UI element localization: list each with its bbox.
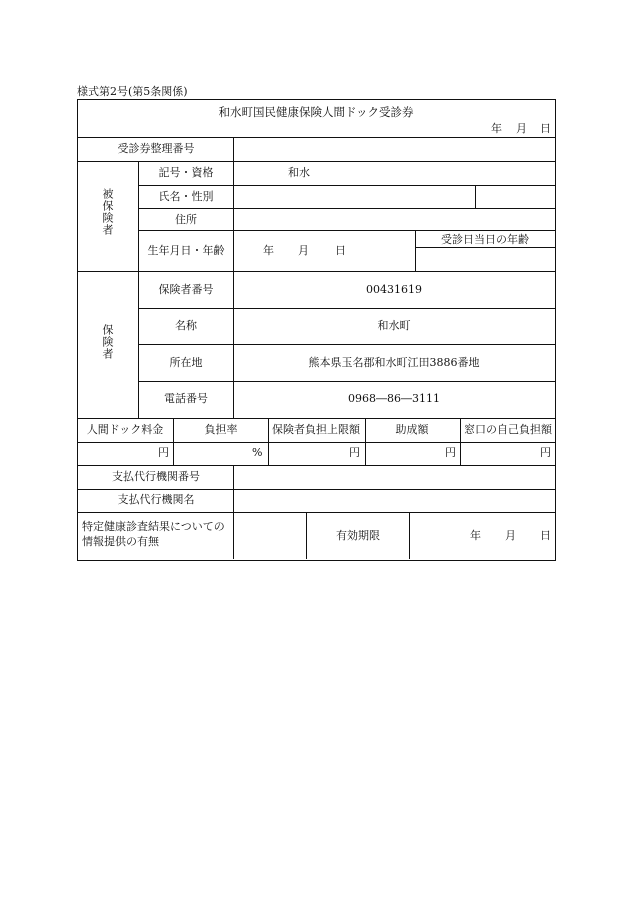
- insurer-name-label: 名称: [175, 319, 197, 332]
- row-divider: [78, 161, 555, 162]
- issue-day: 日: [540, 122, 551, 135]
- birth-day: 日: [335, 244, 346, 257]
- medical-checkup-voucher-form: [77, 99, 556, 561]
- specific-checkup-label-line1: 特定健康診査結果についての: [82, 520, 225, 533]
- insurer-phone-label: 電話番号: [164, 392, 208, 405]
- validity-month: 月: [505, 529, 516, 542]
- column-divider: [460, 418, 461, 465]
- payment-agency-number-label: 支払代行機関番号: [112, 470, 200, 483]
- fee-unit-burden-rate: %: [252, 446, 263, 459]
- insurer-address-label: 所在地: [169, 356, 203, 369]
- column-divider: [173, 418, 174, 465]
- column-divider: [233, 161, 234, 271]
- column-divider: [233, 271, 234, 418]
- row-divider: [138, 230, 555, 231]
- row-divider: [138, 381, 555, 382]
- symbol-label: 記号・資格: [158, 166, 214, 179]
- column-divider: [233, 137, 234, 161]
- row-divider: [78, 137, 555, 138]
- row-divider: [78, 512, 555, 513]
- column-divider: [268, 418, 269, 465]
- row-divider: [138, 185, 555, 186]
- row-divider: [78, 442, 555, 443]
- fee-unit-insurer-limit: 円: [349, 446, 360, 459]
- validity-label: 有効期限: [336, 529, 380, 542]
- row-divider: [138, 344, 555, 345]
- issue-month: 月: [516, 122, 527, 135]
- column-divider: [138, 271, 139, 418]
- row-divider: [138, 308, 555, 309]
- column-divider: [365, 418, 366, 465]
- name-gender-label: 氏名・性別: [158, 190, 214, 203]
- column-divider: [138, 161, 139, 271]
- form-title: 和水町国民健康保険人間ドック受診券: [218, 105, 414, 119]
- column-divider: [306, 512, 307, 559]
- insurer-number-label: 保険者番号: [158, 283, 214, 296]
- row-divider: [78, 418, 555, 419]
- address-label: 住所: [175, 213, 197, 226]
- row-divider: [78, 271, 555, 272]
- validity-year: 年: [470, 529, 481, 542]
- fee-header-dock-fee: 人間ドック料金: [86, 423, 164, 436]
- row-divider: [415, 247, 555, 248]
- insurer-name-value: 和水町: [377, 319, 411, 332]
- fee-header-self-pay: 窓口の自己負担額: [464, 423, 552, 436]
- specific-checkup-label-line2: 情報提供の有無: [82, 535, 159, 548]
- symbol-value: 和水: [288, 166, 310, 179]
- fee-header-burden-rate: 負担率: [204, 423, 238, 436]
- insured-group-label: 被保険者: [101, 188, 114, 236]
- form-number: 様式第2号(第5条関係): [77, 85, 188, 98]
- voucher-number-label: 受診券整理番号: [117, 142, 195, 155]
- insurer-number-value: 00431619: [366, 283, 422, 296]
- validity-day: 日: [540, 529, 551, 542]
- birth-age-label: 生年月日・年齢: [147, 244, 225, 257]
- age-on-exam-label: 受診日当日の年齢: [441, 233, 529, 246]
- column-divider: [233, 465, 234, 559]
- fee-unit-self-pay: 円: [540, 446, 551, 459]
- column-divider: [475, 185, 476, 208]
- column-divider: [409, 512, 410, 559]
- fee-header-subsidy: 助成額: [395, 423, 429, 436]
- issue-year: 年: [491, 122, 502, 135]
- fee-unit-subsidy: 円: [445, 446, 456, 459]
- insurer-address-value: 熊本県玉名郡和水町江田3886番地: [308, 356, 480, 369]
- column-divider: [415, 230, 416, 271]
- row-divider: [78, 489, 555, 490]
- insurer-phone-value: 0968―86―3111: [348, 392, 440, 405]
- fee-unit-dock-fee: 円: [158, 446, 169, 459]
- birth-year: 年: [263, 244, 274, 257]
- row-divider: [78, 465, 555, 466]
- insurer-group-label: 保険者: [101, 324, 114, 360]
- birth-month: 月: [298, 244, 309, 257]
- row-divider: [138, 208, 555, 209]
- payment-agency-name-label: 支払代行機関名: [117, 493, 195, 506]
- fee-header-insurer-limit: 保険者負担上限額: [272, 423, 360, 436]
